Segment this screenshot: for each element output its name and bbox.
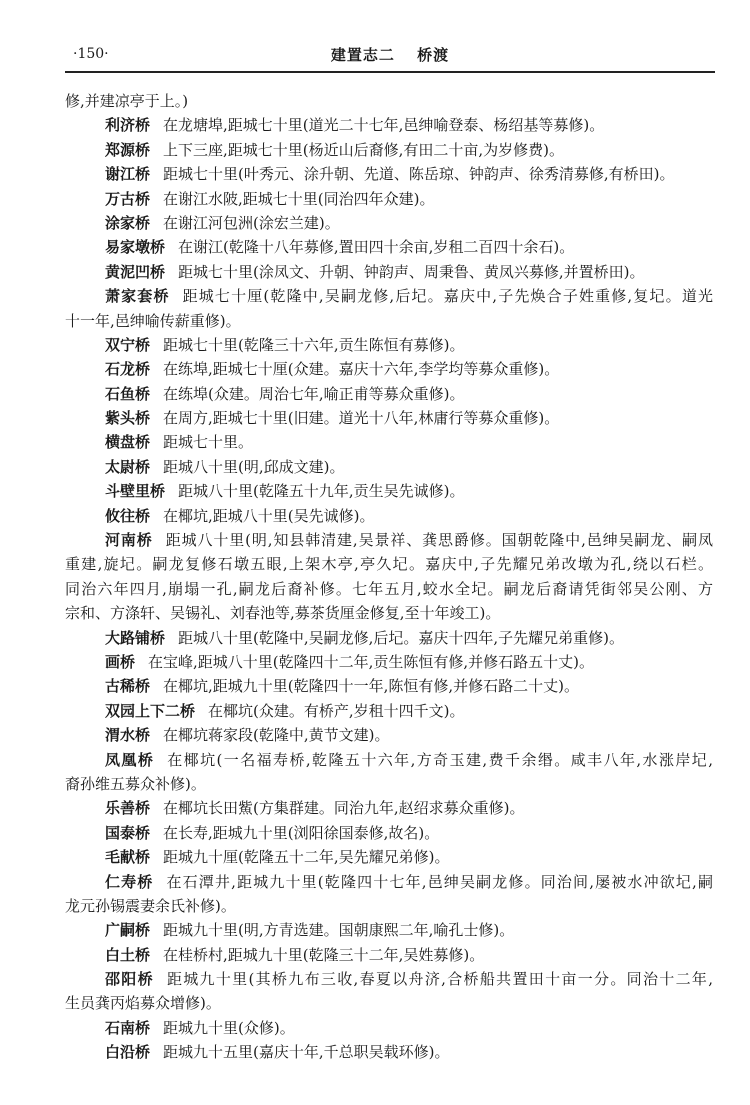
bridge-name: 渭水桥 xyxy=(105,726,151,745)
bridge-description: 在椰坑,距城八十里(吴先诚修)。 xyxy=(163,506,375,525)
bridge-entry xyxy=(65,357,713,381)
bridge-description: 距城九十里(众修)。 xyxy=(163,1018,295,1037)
page-number: ·150· xyxy=(73,46,109,62)
bridge-entry xyxy=(65,845,713,869)
bridge-description: 距城九十里(其桥九布三收,春夏以舟济,合桥船共置田十亩一分。同治十二年, xyxy=(166,970,713,989)
bridge-entry xyxy=(65,479,713,503)
bridge-entry xyxy=(65,1040,713,1064)
continued-line: 修,并建凉亭于上。) xyxy=(65,92,189,110)
bridge-entry xyxy=(65,870,713,894)
bridge-entry-continuation xyxy=(65,577,713,601)
bridge-name: 石鱼桥 xyxy=(105,384,151,403)
bridge-name: 双宁桥 xyxy=(105,335,151,354)
section-title: 建置志二 xyxy=(330,46,395,64)
bridge-name: 紫头桥 xyxy=(105,409,151,428)
bridge-entry xyxy=(65,406,713,430)
subsection-title: 桥渡 xyxy=(417,46,450,64)
bridge-name: 古稀桥 xyxy=(105,677,151,696)
bridge-description: 在谢江水陂,距城七十里(同治四年众建)。 xyxy=(163,189,435,208)
bridge-entry xyxy=(65,235,713,259)
bridge-description: 距城八十里(明,知县韩清建,吴景祥、龚思爵修。国朝乾隆中,邑绅吴嗣龙、嗣凤 xyxy=(165,531,713,550)
bridge-entry xyxy=(65,748,713,772)
bridge-description: 在桂桥村,距城九十里(乾隆三十二年,吴姓募修)。 xyxy=(163,945,485,964)
bridge-description: 在石潭井,距城九十里(乾隆四十七年,邑绅吴嗣龙修。同治间,屡被水冲欲圮,嗣 xyxy=(166,872,713,891)
bridge-entry xyxy=(65,723,713,747)
bridge-entry xyxy=(65,967,713,991)
page-header xyxy=(65,44,715,68)
bridge-entry-continuation xyxy=(65,601,713,625)
bridge-entry xyxy=(65,504,713,528)
bridge-name: 谢江桥 xyxy=(105,165,151,184)
bridge-description: 在椰坑(众建。有桥产,岁租十四千文)。 xyxy=(208,701,465,720)
bridge-entry xyxy=(65,260,713,284)
bridge-description: 距城八十里(乾隆中,吴嗣龙修,后圮。嘉庆十四年,子先耀兄弟重修)。 xyxy=(178,628,625,647)
bridge-description: 在周方,距城七十里(旧建。道光十八年,林庸行等募众重修)。 xyxy=(163,409,560,428)
bridge-description: 龙元孙锡震妻余氏补修)。 xyxy=(65,896,236,915)
page-body xyxy=(65,89,713,1065)
bridge-description: 距城八十里(明,邱成文建)。 xyxy=(163,457,345,476)
bridge-name: 凤凰桥 xyxy=(105,750,155,769)
bridge-entry-continuation xyxy=(65,552,713,576)
bridge-entry xyxy=(65,699,713,723)
bridge-entry-continuation xyxy=(65,991,713,1015)
bridge-description: 十一年,邑绅喻传薪重修)。 xyxy=(65,311,241,330)
bridge-name: 石南桥 xyxy=(105,1018,151,1037)
bridge-entry xyxy=(65,918,713,942)
bridge-description: 同治六年四月,崩塌一孔,嗣龙后裔补修。七年五月,蛟水全圮。嗣龙后裔请凭街邻吴公刚、方 xyxy=(65,579,713,598)
bridge-description: 在练埠(众建。周治七年,喻正甫等募众重修)。 xyxy=(163,384,465,403)
bridge-description: 上下三座,距城七十里(杨近山后裔修,有田二十亩,为岁修费)。 xyxy=(163,140,565,159)
bridge-name: 太尉桥 xyxy=(105,457,151,476)
bridge-name: 横盘桥 xyxy=(105,433,151,452)
bridge-entry xyxy=(65,430,713,454)
bridge-entry-continuation xyxy=(65,309,713,333)
bridge-description: 距城七十厘(乾隆中,吴嗣龙修,后圮。嘉庆中,子先焕合子姓重修,复圮。道光 xyxy=(182,287,713,306)
bridge-entry xyxy=(65,650,713,674)
bridge-name: 斗壁里桥 xyxy=(105,482,166,501)
bridge-name: 利济桥 xyxy=(105,116,151,135)
bridge-description: 在椰坑蒋家段(乾隆中,黄节文建)。 xyxy=(163,726,390,745)
bridge-name: 涂家桥 xyxy=(105,213,151,232)
bridge-name: 河南桥 xyxy=(105,531,153,550)
bridge-description: 距城九十厘(乾隆五十二年,吴先耀兄弟修)。 xyxy=(163,848,450,867)
bridge-description: 在龙塘埠,距城七十里(道光二十七年,邑绅喻登泰、杨绍基等募修)。 xyxy=(163,116,605,135)
bridge-description: 在长寿,距城九十里(浏阳徐国泰修,故名)。 xyxy=(163,823,440,842)
bridge-entry xyxy=(65,796,713,820)
bridge-description: 在椰坑长田鮆(方集群建。同治九年,赵绍求募众重修)。 xyxy=(163,799,525,818)
bridge-name: 易家墩桥 xyxy=(105,238,166,257)
bridge-name: 石龙桥 xyxy=(105,360,151,379)
bridge-name: 毛献桥 xyxy=(105,848,151,867)
bridge-description: 在椰坑(一名福寿桥,乾隆五十六年,方奇玉建,费千余缗。咸丰八年,水涨岸圮, xyxy=(167,750,713,769)
bridge-name: 攸往桥 xyxy=(105,506,151,525)
bridge-description: 距城七十里(叶秀元、涂升朝、先道、陈岳琼、钟韵声、徐秀清募修,有桥田)。 xyxy=(163,165,675,184)
bridge-description: 距城七十里(乾隆三十六年,贡生陈恒有募修)。 xyxy=(163,335,465,354)
bridge-entry xyxy=(65,455,713,479)
bridge-entry xyxy=(65,187,713,211)
bridge-entry xyxy=(65,1016,713,1040)
bridge-entry xyxy=(65,211,713,235)
bridge-name: 国泰桥 xyxy=(105,823,151,842)
bridge-entry xyxy=(65,382,713,406)
bridge-name: 黄泥凹桥 xyxy=(105,262,166,281)
bridge-entry xyxy=(65,528,713,552)
bridge-name: 邵阳桥 xyxy=(105,970,154,989)
bridge-name: 萧家套桥 xyxy=(105,287,170,306)
bridge-name: 画桥 xyxy=(105,652,136,671)
bridge-description: 距城八十里(乾隆五十九年,贡生吴先诚修)。 xyxy=(178,482,465,501)
bridge-entry-continuation xyxy=(65,894,713,918)
bridge-name: 广嗣桥 xyxy=(105,921,151,940)
bridge-name: 乐善桥 xyxy=(105,799,151,818)
bridge-name: 万古桥 xyxy=(105,189,151,208)
running-title xyxy=(65,44,715,65)
bridge-name: 白沿桥 xyxy=(105,1043,151,1062)
bridge-description: 距城七十里。 xyxy=(163,433,254,452)
bridge-name: 双园上下二桥 xyxy=(105,701,196,720)
bridge-description: 裔孙维五募众补修)。 xyxy=(65,774,206,793)
bridge-description: 在谢江河包洲(涂宏兰建)。 xyxy=(163,213,340,232)
bridge-description: 在谢江(乾隆十八年募修,置田四十余亩,岁租二百四十余石)。 xyxy=(178,238,575,257)
bridge-description: 重建,旋圮。嗣龙复修石墩五眼,上架木亭,亭久圮。嘉庆中,子先耀兄弟改墩为孔,绕以石栏。 xyxy=(65,555,713,574)
header-rule xyxy=(65,71,715,73)
bridge-entry xyxy=(65,138,713,162)
bridge-entry xyxy=(65,113,713,137)
bridge-entry xyxy=(65,626,713,650)
bridge-description: 距城九十五里(嘉庆十年,千总职吴载环修)。 xyxy=(163,1043,450,1062)
bridge-entry xyxy=(65,284,713,308)
bridge-description: 在练埠,距城七十厘(众建。嘉庆十六年,李学均等募众重修)。 xyxy=(163,360,560,379)
bridge-name: 仁寿桥 xyxy=(105,872,154,891)
bridge-description: 在宝峰,距城八十里(乾隆四十二年,贡生陈恒有修,并修石路五十丈)。 xyxy=(148,652,595,671)
bridge-name: 大路铺桥 xyxy=(105,628,166,647)
bridge-description: 宗和、方涤轩、吴锡礼、刘春池等,募茶货厘金修复,至十年竣工)。 xyxy=(65,604,501,623)
bridge-entry xyxy=(65,943,713,967)
bridge-entry xyxy=(65,674,713,698)
bridge-entry-continuation xyxy=(65,772,713,796)
bridge-description: 距城七十里(涂凤文、升朝、钟韵声、周秉鲁、黄凤兴募修,并置桥田)。 xyxy=(178,262,645,281)
bridge-description: 距城九十里(明,方青选建。国朝康熙二年,喻孔士修)。 xyxy=(163,921,515,940)
bridge-entry xyxy=(65,333,713,357)
bridge-name: 白土桥 xyxy=(105,945,151,964)
bridge-name: 郑源桥 xyxy=(105,140,151,159)
bridge-description: 生员龚丙焰募众增修)。 xyxy=(65,994,221,1013)
bridge-entry xyxy=(65,162,713,186)
bridge-description: 在椰坑,距城九十里(乾隆四十一年,陈恒有修,并修石路二十丈)。 xyxy=(163,677,580,696)
bridge-entry xyxy=(65,821,713,845)
